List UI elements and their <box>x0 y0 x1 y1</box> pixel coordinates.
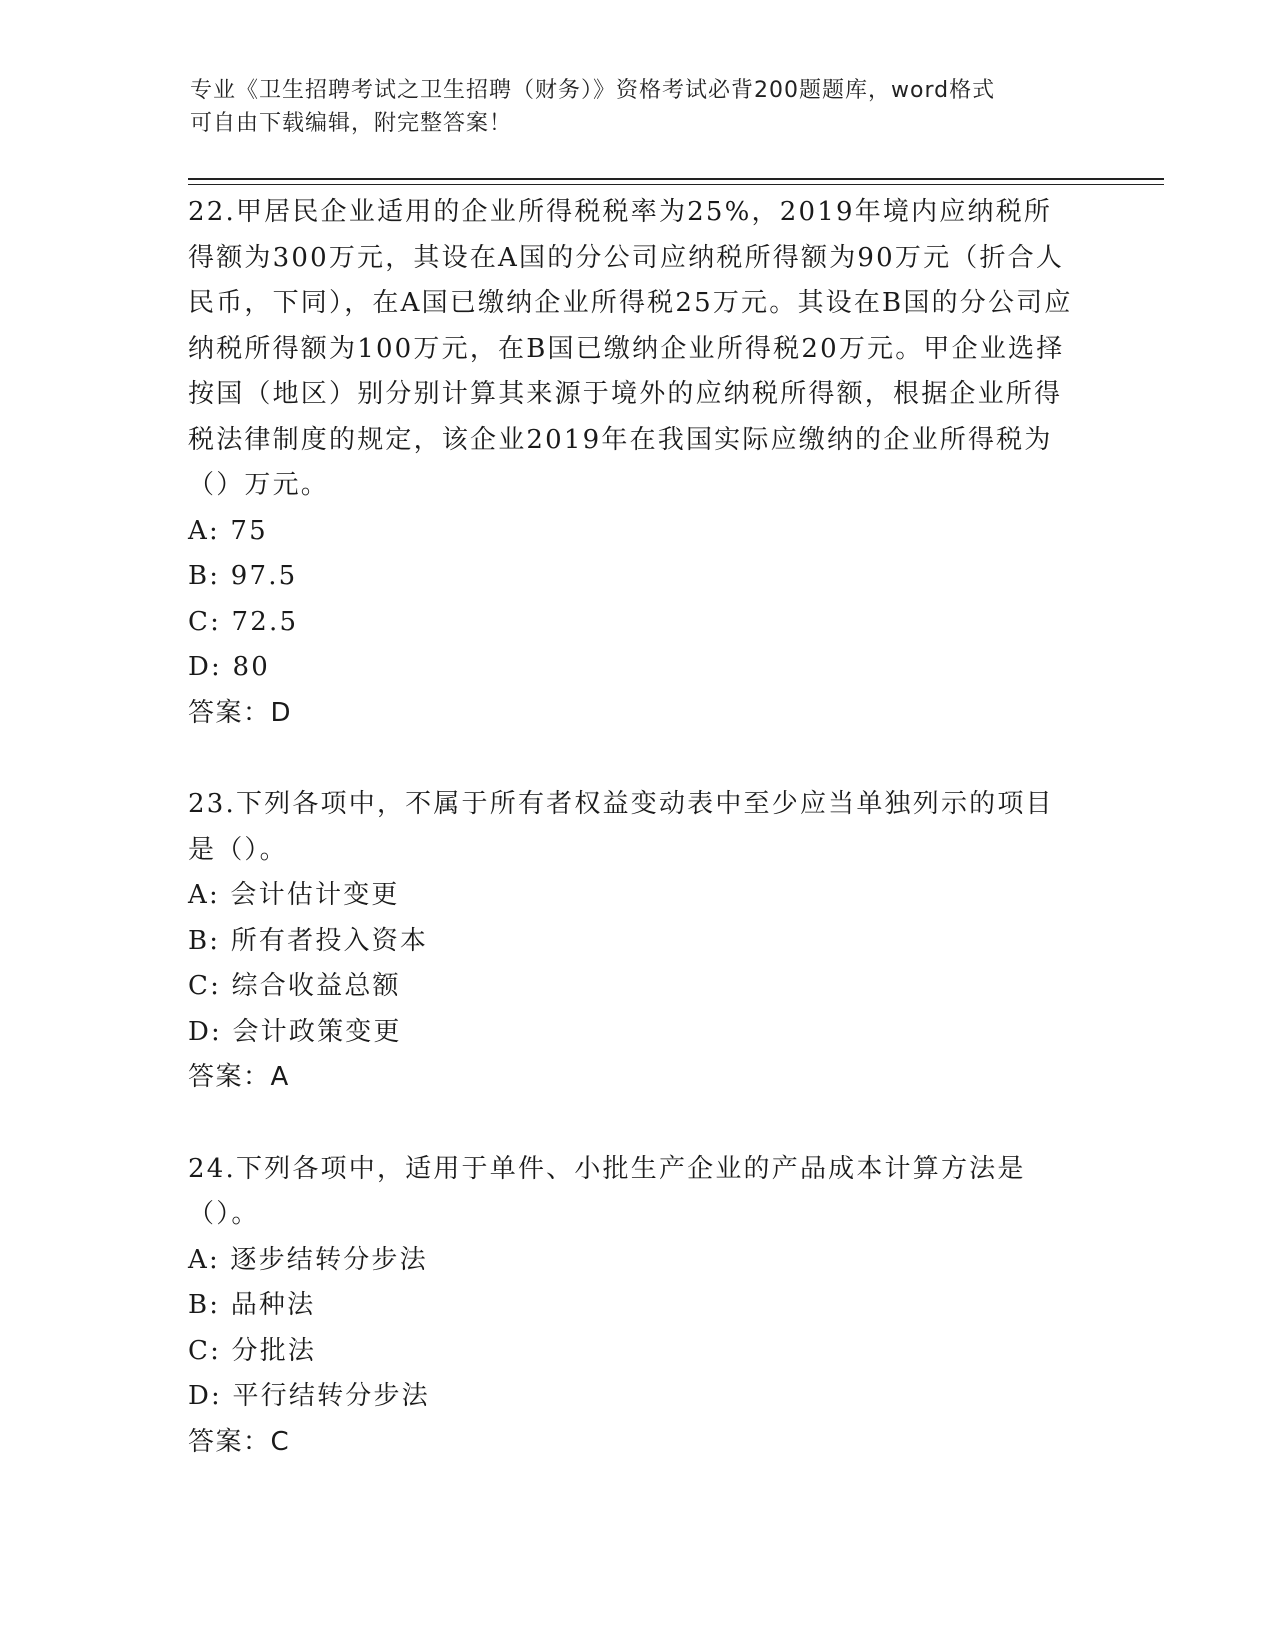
option-d: D: 会计政策变更 <box>188 1016 402 1047</box>
question-list <box>188 190 1078 1465</box>
option-b: B: 所有者投入资本 <box>188 925 429 956</box>
header-divider-thick <box>188 178 1164 180</box>
option-b: B: 97.5 <box>188 561 298 591</box>
option-c: C: 综合收益总额 <box>188 971 401 1001</box>
question-spacer <box>188 1101 1078 1147</box>
question-spacer <box>188 736 1078 782</box>
option-c: C: 分批法 <box>188 1335 317 1366</box>
answer-line: 答案：C <box>188 1426 291 1457</box>
option-a: A: 逐步结转分步法 <box>188 1244 428 1275</box>
question-stem: 22.甲居民企业适用的企业所得税税率为25%，2019年境内应纳税所得额为300万元，其设在A国的分公司应纳税所得额为90万元（折合人民币，下同），在A国已缴纳企业所得税25万元。其设在B国的分公司应纳税所得额为100万元，在B国已缴纳企业所得税20万元。甲企业选择按国（地区）别分别计算其来源于境外的应纳税所得额，根据企业所得税法律制度的规定，该企业2019年在我国实际应缴纳的企业所得税为（）万元。 <box>188 197 1073 500</box>
question-stem: 24.下列各项中，适用于单件、小批生产企业的产品成本计算方法是（）。 <box>188 1153 1026 1229</box>
header-subtitle-line: 可自由下载编辑，附完整答案！ <box>190 111 513 136</box>
question-24 <box>188 1147 1078 1466</box>
option-d: D: 80 <box>188 652 270 682</box>
answer-line: 答案：D <box>188 697 293 728</box>
header-title-line: 专业《卫生招聘考试之卫生招聘（财务）》资格考试必背200题题库，word格式 <box>190 78 996 103</box>
question-23 <box>188 782 1078 1101</box>
answer-line: 答案：A <box>188 1062 290 1092</box>
question-stem: 23.下列各项中，不属于所有者权益变动表中至少应当单独列示的项目是（）。 <box>188 789 1054 865</box>
option-a: A: 会计估计变更 <box>188 880 400 910</box>
option-a: A: 75 <box>188 515 268 546</box>
document-header <box>190 74 1070 140</box>
header-divider-thin <box>188 184 1164 185</box>
question-22 <box>188 190 1078 736</box>
option-d: D: 平行结转分步法 <box>188 1381 430 1411</box>
option-b: B: 品种法 <box>188 1290 316 1320</box>
option-c: C: 72.5 <box>188 606 299 637</box>
